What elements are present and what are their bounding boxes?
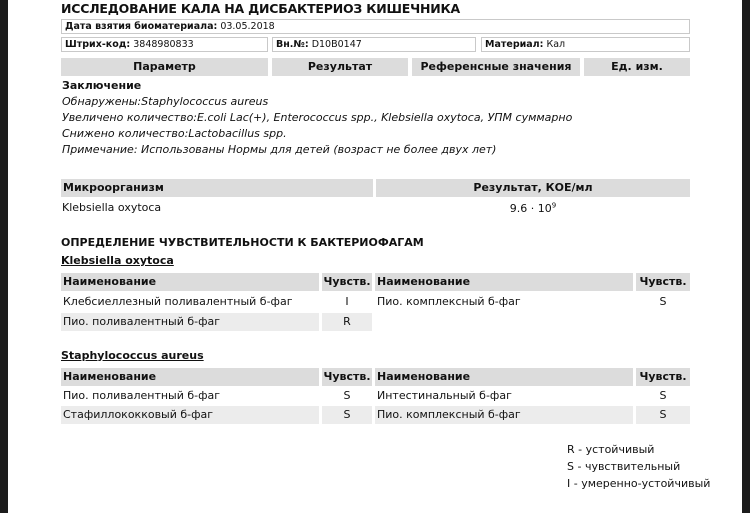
phage-name: Клебсиеллезный поливалентный б-фаг xyxy=(63,295,293,308)
legend-item: S - чувствительный xyxy=(567,460,681,473)
header-unit: Ед. изм. xyxy=(584,58,690,76)
material-value: Кал xyxy=(546,39,566,50)
phage-name: Интестинальный б-фаг xyxy=(377,389,512,402)
conclusion-line: Снижено количество:Lactobacillus spp. xyxy=(62,127,287,140)
conclusion-line: Обнаружены:Staphylococcus aureus xyxy=(62,95,269,108)
header-phage-name: Наименование xyxy=(61,368,319,386)
phage-sensitivity: R xyxy=(322,313,372,331)
header-sensitivity: Чувств. xyxy=(636,368,690,386)
header-phage-name: Наименование xyxy=(375,368,633,386)
phage-section-heading: ОПРЕДЕЛЕНИЕ ЧУВСТВИТЕЛЬНОСТИ К БАКТЕРИОФАГАМ xyxy=(61,236,424,249)
header-sensitivity: Чувств. xyxy=(636,273,690,291)
header-microorganism: Микроорганизм xyxy=(61,179,373,197)
internal-number-value: D10B0147 xyxy=(311,39,362,50)
cfu-mantissa: 9.6 · 10 xyxy=(509,202,552,215)
phage-name: Пио. поливалентный б-фаг xyxy=(61,313,319,331)
phage-name: Стафиллококковый б-фаг xyxy=(61,406,319,424)
collection-date-value: 03.05.2018 xyxy=(220,21,275,32)
header-cfu-result: Результат, КОЕ/мл xyxy=(376,179,690,197)
phage-sensitivity: I xyxy=(345,295,349,308)
internal-number-label: Вн.№: xyxy=(276,39,309,50)
phage-group-organism: Klebsiella oxytoca xyxy=(61,254,174,267)
barcode-value: 3848980833 xyxy=(133,39,194,50)
header-parameter: Параметр xyxy=(61,58,268,76)
phage-name: Пио. комплексный б-фаг xyxy=(377,295,521,308)
phage-name: Пио. комплексный б-фаг xyxy=(375,406,633,424)
barcode-field xyxy=(61,37,268,52)
phage-name: Пио. поливалентный б-фаг xyxy=(63,389,221,402)
material-field xyxy=(481,37,690,52)
microorganism-name: Klebsiella oxytoca xyxy=(62,201,162,214)
header-phage-name: Наименование xyxy=(61,273,319,291)
conclusion-line: Увеличено количество:E.coli Lac(+), Enterococcus spp., Klebsiella oxytoca, УПМ суммарно xyxy=(62,111,573,124)
phage-sensitivity: S xyxy=(659,389,667,402)
phage-sensitivity: S xyxy=(322,406,372,424)
barcode-label: Штрих-код: xyxy=(65,39,131,50)
collection-date-field xyxy=(61,19,690,34)
internal-number-field xyxy=(272,37,476,52)
phage-sensitivity: S xyxy=(343,389,351,402)
cfu-result-value xyxy=(376,202,690,215)
material-label: Материал: xyxy=(485,39,544,50)
cfu-exponent: 9 xyxy=(551,201,557,210)
header-reference: Референсные значения xyxy=(412,58,580,76)
phage-sensitivity: S xyxy=(659,295,667,308)
legend-item: R - устойчивый xyxy=(567,443,655,456)
phage-sensitivity: S xyxy=(636,406,690,424)
conclusion-heading: Заключение xyxy=(62,79,142,92)
header-sensitivity: Чувств. xyxy=(322,368,372,386)
header-sensitivity: Чувств. xyxy=(322,273,372,291)
legend-item: I - умеренно-устойчивый xyxy=(567,477,711,490)
header-phage-name: Наименование xyxy=(375,273,633,291)
conclusion-line: Примечание: Использованы Нормы для детей (возраст не более двух лет) xyxy=(62,143,497,156)
report-page xyxy=(8,0,742,513)
report-title: ИССЛЕДОВАНИЕ КАЛА НА ДИСБАКТЕРИОЗ КИШЕЧНИКА xyxy=(61,1,460,16)
phage-group-organism: Staphylococcus aureus xyxy=(61,349,204,362)
header-result: Результат xyxy=(272,58,408,76)
collection-date-label: Дата взятия биоматериала: xyxy=(65,21,218,32)
